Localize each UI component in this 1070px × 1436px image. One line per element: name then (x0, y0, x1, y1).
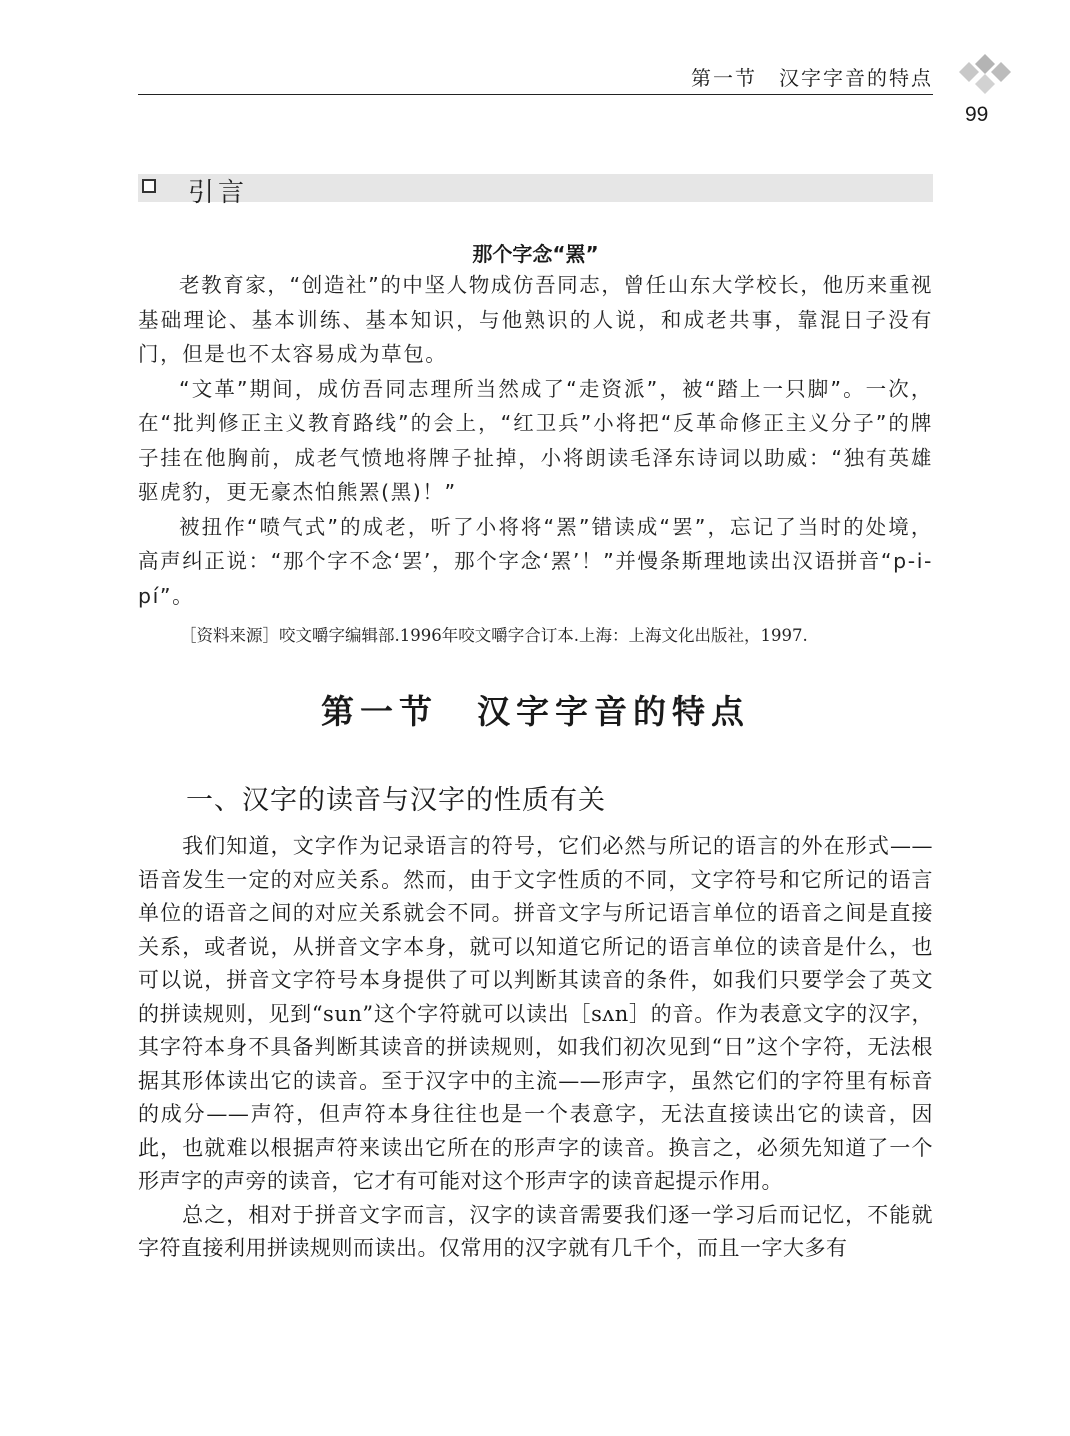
diamond-ornament-icon (955, 52, 1015, 96)
running-header (138, 58, 933, 95)
section-title: 第一节 汉字字音的特点 (321, 692, 750, 731)
source-citation: ［资料来源］咬文嚼字编辑部.1996年咬文嚼字合订本.上海：上海文化出版社，1997. (180, 626, 808, 645)
story-paragraph: 老教育家，“创造社”的中坚人物成仿吾同志，曾任山东大学校长，他历来重视基础理论、基本训练、基本知识，与他熟识的人说，和成老共事，靠混日子没有门，但是也不太容易成为草包。 (138, 273, 933, 366)
intro-banner (138, 174, 933, 208)
body-text (138, 830, 933, 1266)
page-number: 99 (965, 103, 989, 126)
story-text (138, 268, 933, 613)
story-title: 那个字念“罴” (472, 242, 599, 266)
running-title: 第一节 汉字字音的特点 (691, 66, 933, 90)
body-paragraph: 总之，相对于拼音文字而言，汉字的读音需要我们逐一学习后而记忆，不能就字符直接利用拼读规则而读出。仅常用的汉字就有几千个，而且一字大多有 (138, 1202, 933, 1260)
subsection-title: 一、汉字的读音与汉字的性质有关 (186, 785, 606, 816)
intro-label: 引言 (188, 178, 249, 208)
story-paragraph: “文革”期间，成仿吾同志理所当然成了“走资派”，被“踏上一只脚”。一次，在“批判修正主义教育路线”的会上，“红卫兵”小将把“反革命修正主义分子”的牌子挂在他胸前，成老气愤地将牌子扯掉，小将朗读毛泽东诗词以助威：“独有英雄驱虎豹，更无豪杰怕熊罴(黑)！” (138, 376, 933, 504)
story-paragraph: 被扭作“喷气式”的成老，听了小将将“罴”错读成“罢”，忘记了当时的处境，高声纠正说：“那个字不念‘罢’，那个字念‘罴’！”并慢条斯理地读出汉语拼音“p-i-pí”。 (138, 514, 933, 608)
square-bullet-icon (142, 179, 156, 193)
body-paragraph: 我们知道，文字作为记录语言的符号，它们必然与所记的语言的外在形式——语音发生一定的对应关系。然而，由于文字性质的不同，文字符号和它所记的语言单位的语音之间的对应关系就会不同。拼音文字与所记语言单位的语音之间是直接关系，或者说，从拼音文字本身，就可以知道它所记的语言单位的读音是什么，也可以说，拼音文字符号本身提供了可以判断其读音的条件，如我们只要学会了英文的拼读规则，见到“sun”这个字符就可以读出［sʌn］的音。作为表意文字的汉字，其字符本身不具备判断其读音的拼读规则，如我们初次见到“日”这个字符，无法根据其形体读出它的读音。至于汉字中的主流——形声字，虽然它们的字符里有标音的成分——声符，但声符本身往往也是一个表意字，无法直接读出它的读音，因此，也就难以根据声符来读出它所在的形声字的读音。换言之，必须先知道了一个形声字的声旁的读音，它才有可能对这个形声字的读音起提示作用。 (138, 834, 933, 1193)
